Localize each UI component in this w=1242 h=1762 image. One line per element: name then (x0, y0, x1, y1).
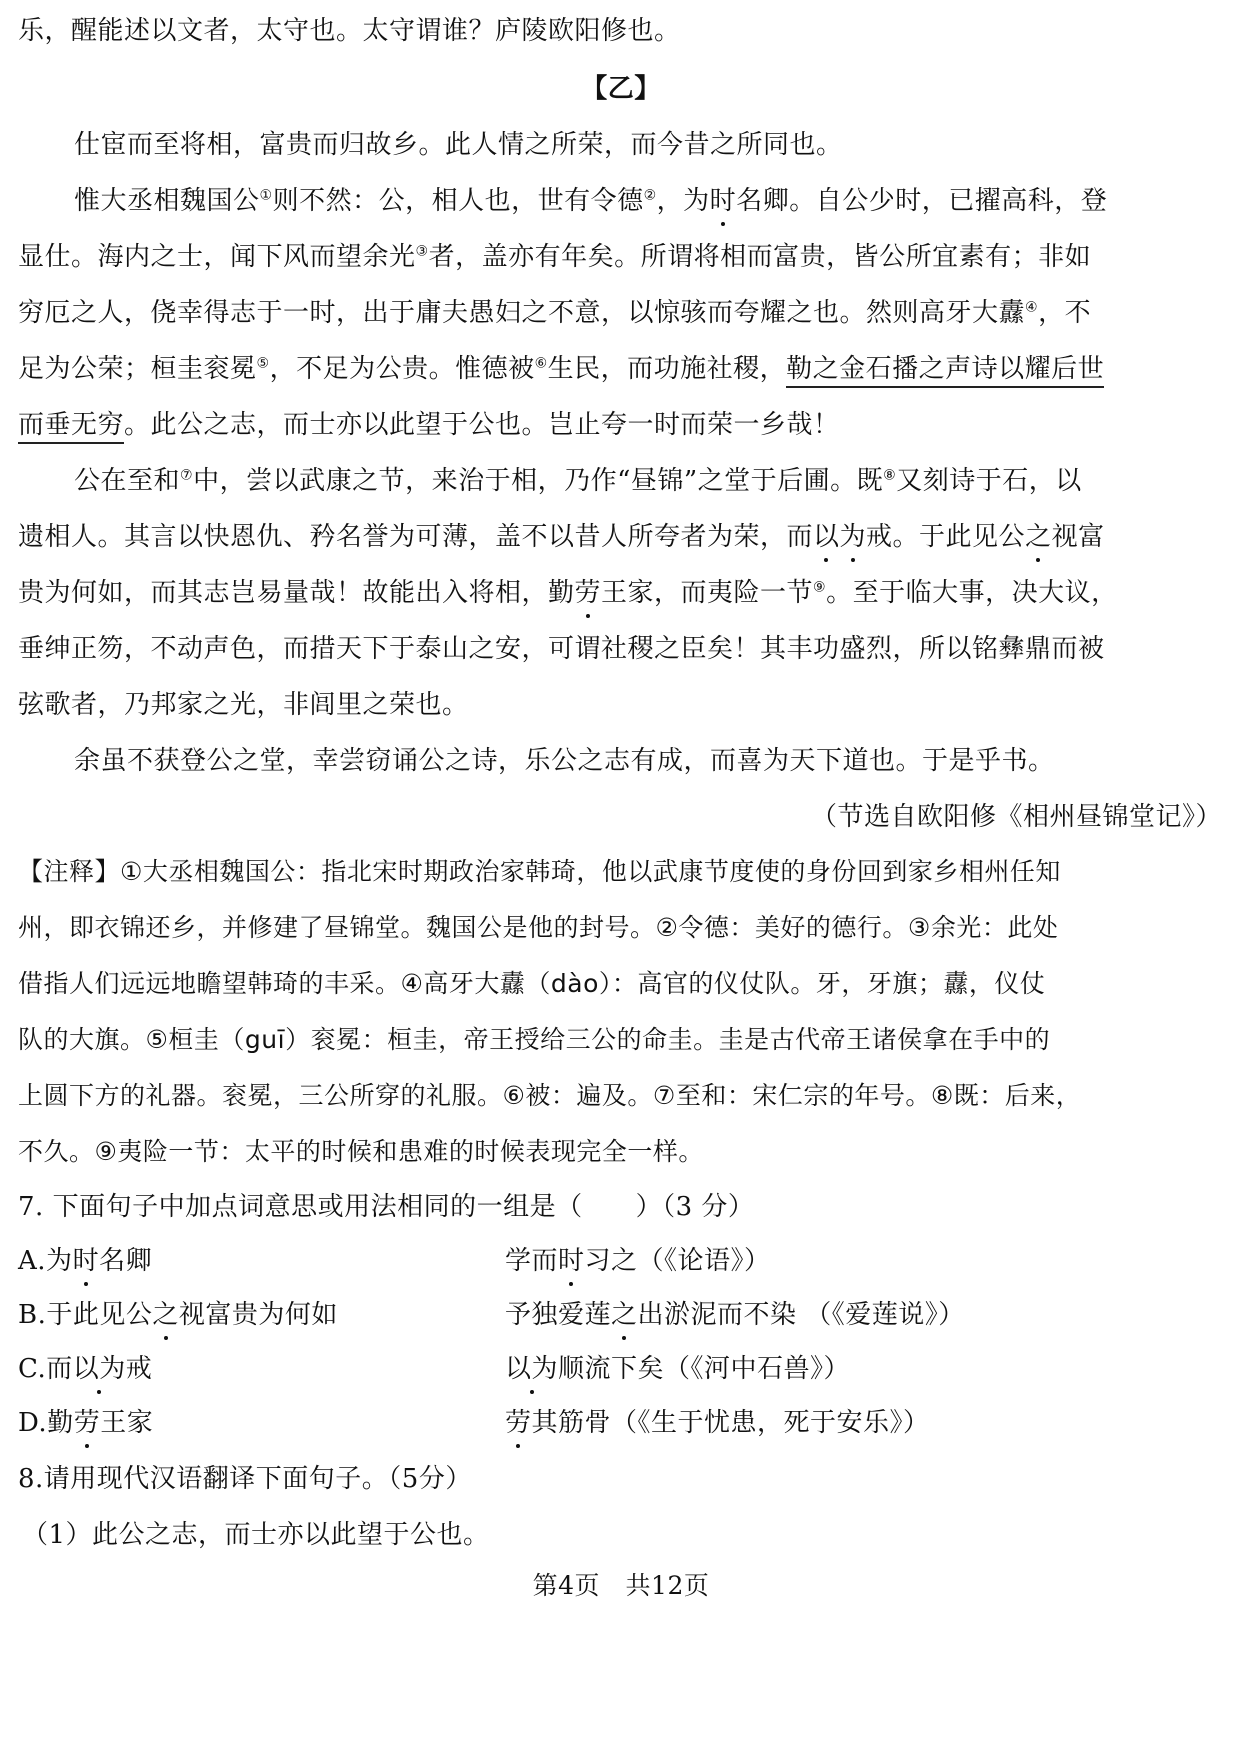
paragraph-3-line-3: 贵为何如，而其志岂易量哉！故能出入将相，勤劳王家，而夷险一节⑨。至于临大事，决大议， (18, 572, 1118, 609)
question-7-option-c[interactable]: C.而以为戒 以为顺流下矣（《河中石兽》） (18, 1348, 1218, 1385)
underlined-sentence-end: 而垂无穷 (18, 410, 124, 444)
question-8-sub-1: （1）此公之志，而士亦以此望于公也。 (22, 1520, 490, 1550)
paragraph-2-line-3: 穷厄之人，侥幸得志于一时，出于庸夫愚妇之不意，以惊骇而夸耀之也。然则高牙大纛④，不 (18, 298, 1092, 328)
paragraph-2-line-4: 足为公荣；桓圭衮冕⑤，不足为公贵。惟德被⑥生民，而功施社稷，勒之金石播之声诗以耀后世 (18, 348, 1104, 385)
page-footer: 第4页 共12页 (532, 1571, 710, 1600)
underlined-sentence: 勒之金石播之声诗以耀后世 (786, 354, 1104, 388)
emphasis-dot-word: 劳 (74, 1402, 101, 1439)
question-7-option-a[interactable]: A.为时名卿 学而时习之（《论语》） (18, 1240, 1218, 1277)
emphasis-dot-word: 时 (558, 1240, 585, 1277)
paragraph-3-line-2: 遗相人。其言以快恩仇、矜名誉为可薄，盖不以昔人所夸者为荣，而以为戒。于此见公之视富 (18, 516, 1105, 553)
footnote-ref-9: ⑨ (813, 579, 827, 596)
paragraph-2-line-1: 惟大丞相魏国公①则不然：公，相人也，世有令德②，为时名卿。自公少时，已擢高科，登 (74, 180, 1107, 217)
emphasis-dot-word: 以为 (505, 1348, 558, 1385)
footnote-ref-2: ② (643, 187, 657, 204)
paragraph-2-line-2: 显仕。海内之士，闻下风而望余光③者，盖亦有年矣。所谓将相而富贵，皆公所宜素有；非如 (18, 242, 1092, 272)
emphasis-dot-word: 之 (611, 1294, 638, 1331)
notes-line-1: 【注释】①大丞相魏国公：指北宋时期政治家韩琦，他以武康节度使的身份回到家乡相州任知 (18, 857, 1061, 886)
emphasis-dot-word: 之 (1025, 516, 1052, 553)
notes-line-2: 州，即衣锦还乡，并修建了昼锦堂。魏国公是他的封号。②令德：美好的德行。③余光：此处 (18, 913, 1059, 942)
footnote-ref-1: ① (259, 187, 273, 204)
paragraph-3-line-4: 垂绅正笏，不动声色，而措天下于泰山之安，可谓社稷之臣矣！其丰功盛烈，所以铭彝鼎而被 (18, 634, 1105, 664)
option-comparison: 以为顺流下矣（《河中石兽》） (505, 1348, 850, 1385)
option-comparison: 劳其筋骨（《生于忧患，死于安乐》） (505, 1402, 930, 1439)
question-7-stem: 7. 下面句子中加点词意思或用法相同的一组是（ ）（3 分） (18, 1192, 755, 1222)
emphasis-dot-word: 以为 (73, 1348, 126, 1385)
paragraph-1: 仕宦而至将相，富贵而归故乡。此人情之所荣，而今昔之所同也。 (74, 130, 843, 160)
emphasis-dot-word: 时 (73, 1240, 100, 1277)
notes-line-5: 上圆下方的礼器。衮冕，三公所穿的礼服。⑥被：遍及。⑦至和：宋仁宗的年号。⑧既：后来， (18, 1081, 1082, 1110)
notes-line-4: 队的大旗。⑤桓圭（guī）衮冕：桓圭，帝王授给三公的命圭。圭是古代帝王诸侯拿在手中的 (18, 1025, 1051, 1054)
section-title: 【乙】 (581, 74, 661, 104)
emphasis-dot-word: 以 (813, 516, 840, 553)
footnote-ref-7: ⑦ (180, 467, 194, 484)
emphasis-dot-word: 为 (840, 516, 867, 553)
option-comparison: 予独爱莲之出淤泥而不染 （《爱莲说》） (505, 1294, 965, 1331)
passage-tail: 乐，醒能述以文者，太守也。太守谓谁？庐陵欧阳修也。 (18, 16, 681, 46)
source-citation: （节选自欧阳修《相州昼锦堂记》） (810, 802, 1222, 832)
footnote-ref-3: ③ (415, 243, 429, 260)
paragraph-2-line-5: 而垂无穷。此公之志，而士亦以此望于公也。岂止夸一时而荣一乡哉！ (18, 404, 840, 441)
notes-line-3: 借指人们远远地瞻望韩琦的丰采。④高牙大纛（dào）：高官的仪仗队。牙，牙旗；纛，仪仗 (18, 969, 1046, 998)
footnote-ref-5: ⑤ (256, 355, 270, 372)
paragraph-3-line-1: 公在至和⑦中，尝以武康之节，来治于相，乃作“昼锦”之堂于后圃。既⑧又刻诗于石，以 (74, 466, 1082, 496)
emphasis-dot-word: 劳 (575, 572, 602, 609)
question-7-option-b[interactable]: B.于此见公之视富贵为何如 予独爱莲之出淤泥而不染 （《爱莲说》） (18, 1294, 1218, 1331)
option-comparison: 学而时习之（《论语》） (505, 1240, 771, 1277)
emphasis-dot-word: 劳 (505, 1402, 532, 1439)
question-8-stem: 8.请用现代汉语翻译下面句子。（5分） (18, 1464, 472, 1494)
question-7-option-d[interactable]: D.勤劳王家 劳其筋骨（《生于忧患，死于安乐》） (18, 1402, 1218, 1439)
paragraph-3-line-5: 弦歌者，乃邦家之光，非闾里之荣也。 (18, 690, 469, 720)
paragraph-4: 余虽不获登公之堂，幸尝窃诵公之诗，乐公之志有成，而喜为天下道也。于是乎书。 (74, 746, 1055, 776)
emphasis-dot-word: 时 (710, 180, 737, 217)
footnote-ref-6: ⑥ (534, 355, 548, 372)
footnote-ref-4: ④ (1025, 299, 1039, 316)
emphasis-dot-word: 之 (152, 1294, 179, 1331)
footnote-ref-8: ⑧ (883, 467, 897, 484)
notes-line-6: 不久。⑨夷险一节：太平的时候和患难的时候表现完全一样。 (18, 1137, 704, 1166)
